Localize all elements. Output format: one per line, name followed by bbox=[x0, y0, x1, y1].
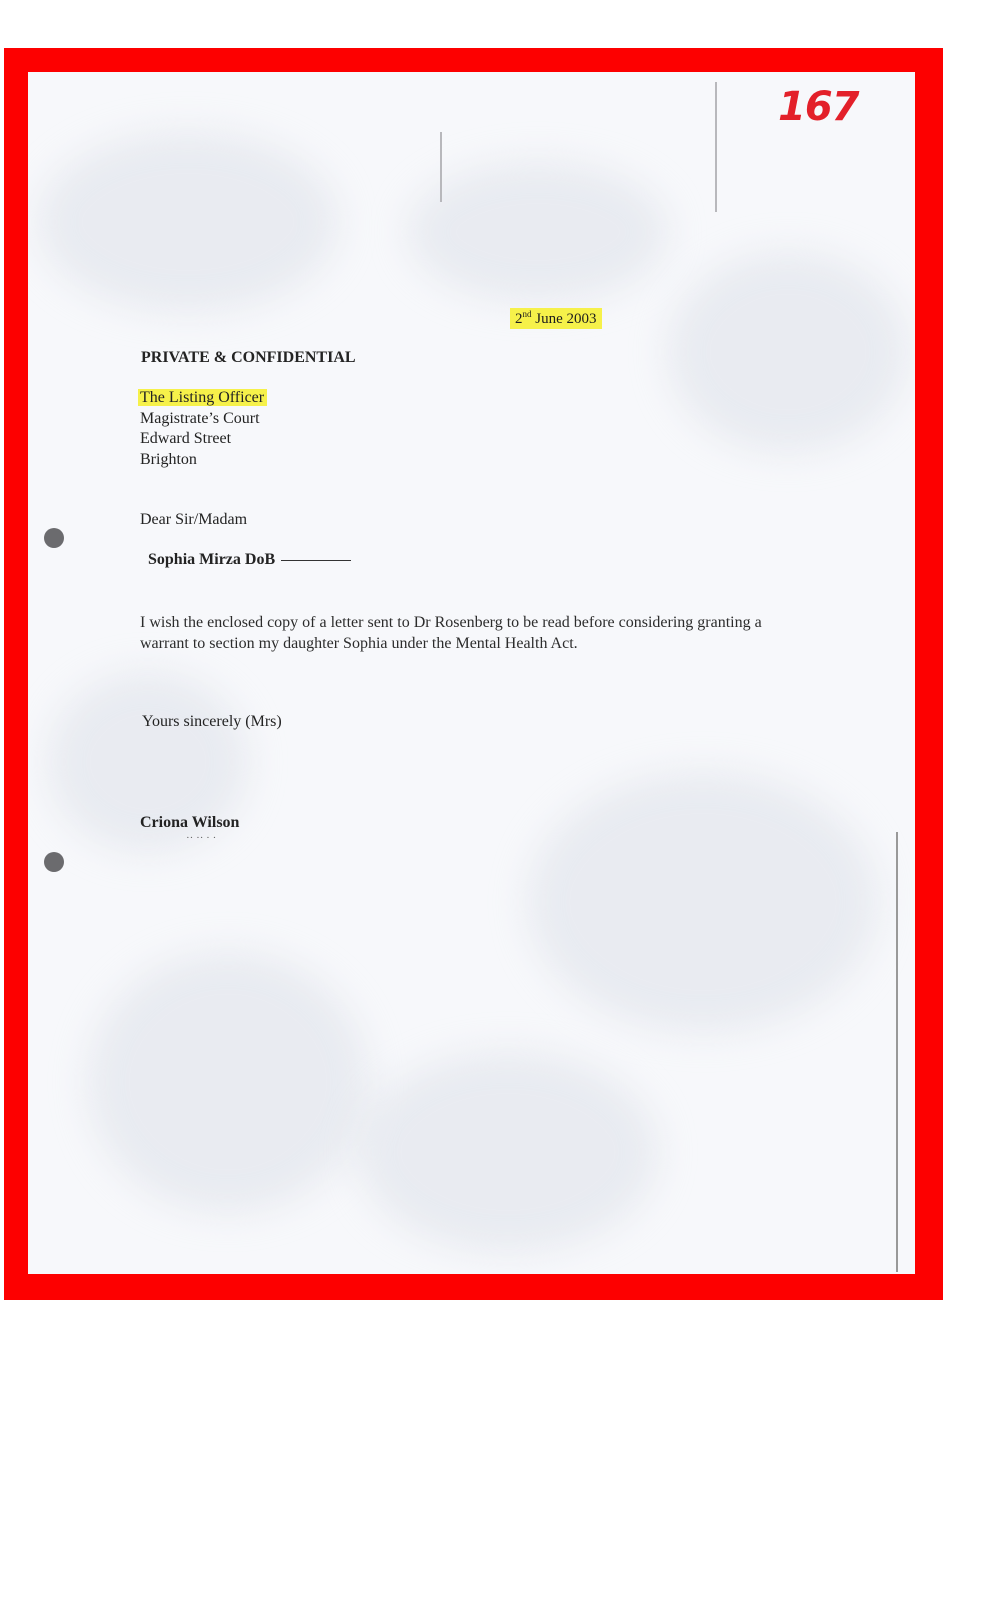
salutation: Dear Sir/Madam bbox=[140, 511, 248, 528]
scan-shadow bbox=[408, 162, 668, 302]
paper-crease bbox=[440, 132, 442, 202]
letter-date bbox=[510, 308, 602, 329]
paper-crease bbox=[715, 82, 717, 212]
date-rest: June 2003 bbox=[531, 311, 597, 327]
scan-shadow bbox=[668, 252, 908, 452]
red-frame bbox=[4, 48, 943, 1300]
scan-shadow bbox=[528, 772, 878, 1032]
scan-shadow bbox=[358, 1052, 658, 1252]
punch-hole bbox=[44, 528, 64, 548]
reference-line bbox=[148, 551, 351, 569]
redacted-dob-line bbox=[281, 560, 351, 561]
recipient-line-3: Brighton bbox=[140, 451, 197, 468]
handwritten-page-number: 167 bbox=[778, 84, 859, 130]
closing: Yours sincerely (Mrs) bbox=[142, 713, 282, 730]
scan-shadow bbox=[88, 952, 368, 1212]
signature-marks: ·· ·· · · bbox=[186, 832, 217, 844]
date-day: 2 bbox=[515, 311, 523, 327]
recipient-name-text: The Listing Officer bbox=[138, 389, 267, 406]
scan-shadow bbox=[38, 132, 338, 312]
paper-edge bbox=[896, 832, 898, 1272]
letter-body: I wish the enclosed copy of a letter sent to Dr Rosenberg to be read before considering granting a warrant to section my daughter Sophia under the Mental Health Act. bbox=[140, 614, 762, 652]
recipient-line-1: Magistrate’s Court bbox=[140, 410, 260, 427]
recipient-name bbox=[138, 389, 267, 407]
date-suffix: nd bbox=[522, 309, 532, 319]
reference-text: Sophia Mirza DoB bbox=[148, 551, 276, 568]
signatory-name: Criona Wilson bbox=[140, 814, 240, 831]
heading: PRIVATE & CONFIDENTIAL bbox=[141, 349, 356, 366]
punch-hole bbox=[44, 852, 64, 872]
recipient-line-2: Edward Street bbox=[140, 430, 232, 447]
scanned-letter-page bbox=[28, 72, 915, 1274]
